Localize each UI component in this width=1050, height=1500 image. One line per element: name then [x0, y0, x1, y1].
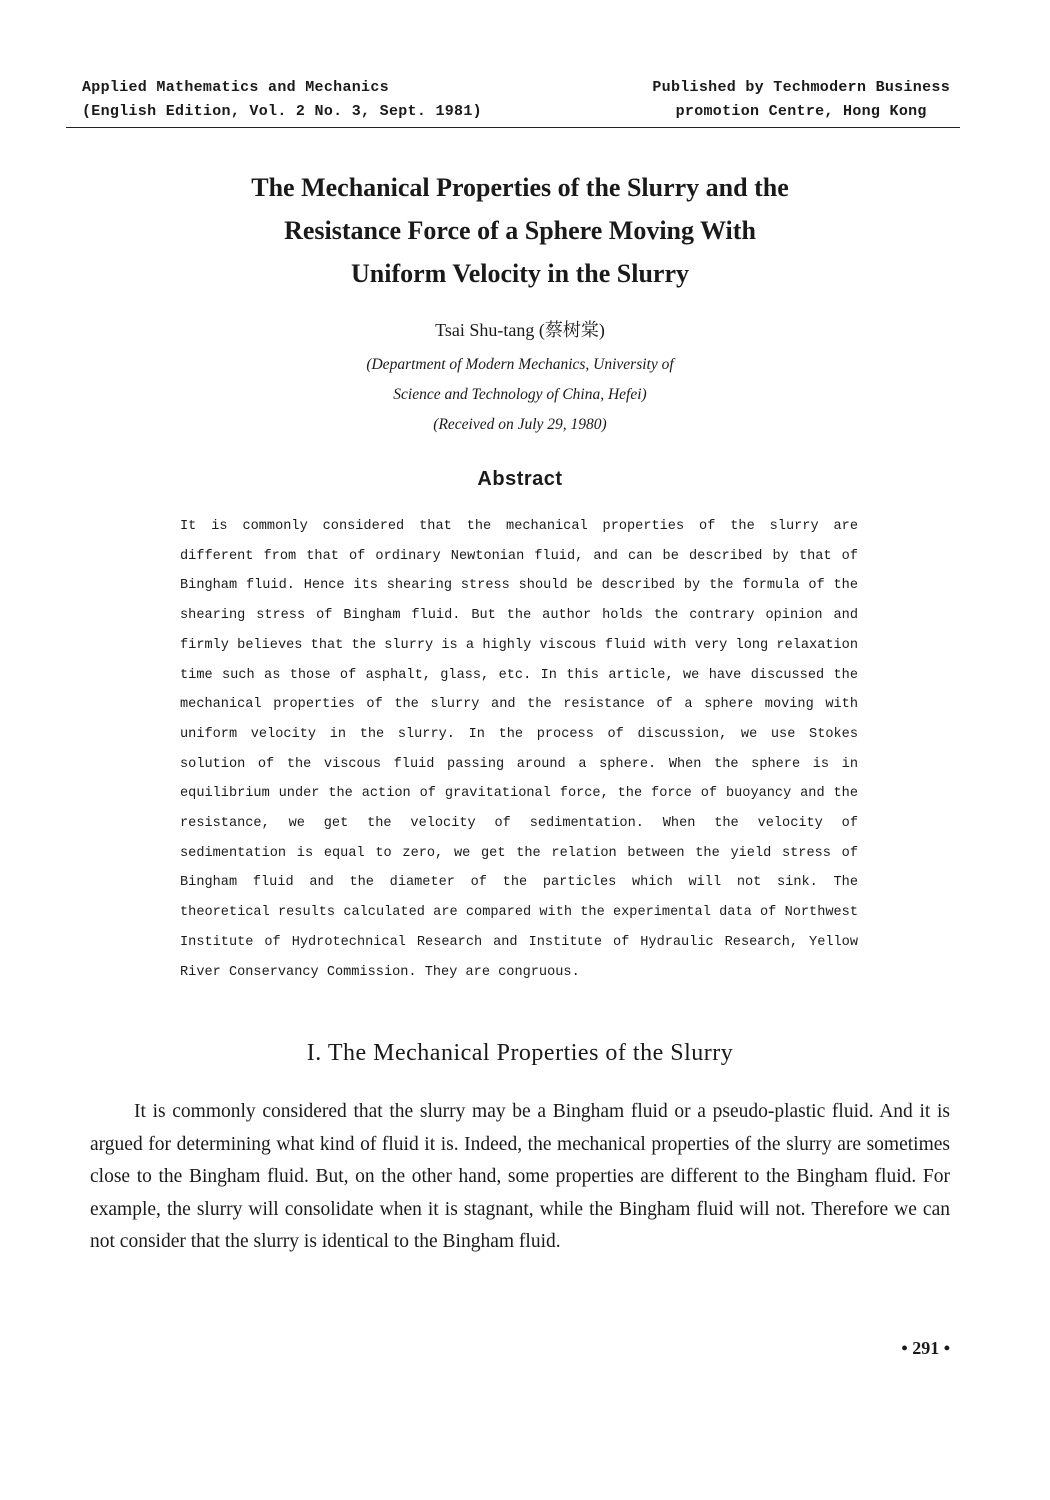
paragraph-text: It is commonly considered that the slurry may be a Bingham fluid or a pseudo-plastic fluid. And it is argued for determining what kind of fluid it is. Indeed, the mechanical properties of the slurry are sometimes close to the Bingham fluid. But, on the other hand, some properties are different to the Bingham fluid. For example, the slurry will consolidate when it is stagnant, while the Bingham fluid will not. Therefore we can not consider that the slurry is identical to the Bingham fluid.	[90, 1101, 950, 1252]
abstract-heading: Abstract	[477, 468, 563, 490]
publisher-location: promotion Centre, Hong Kong	[675, 103, 927, 120]
publisher-info	[652, 76, 950, 124]
header-divider	[66, 127, 960, 128]
paper-title	[0, 166, 1040, 295]
affiliation-line: Science and Technology of China, Hefei)	[393, 386, 647, 403]
affiliation	[0, 350, 1040, 440]
publisher-name: Published by Techmodern Business	[652, 79, 950, 96]
journal-info	[82, 76, 482, 124]
journal-edition: (English Edition, Vol. 2 No. 3, Sept. 1981)	[82, 103, 482, 120]
title-line: Uniform Velocity in the Slurry	[351, 259, 689, 288]
author-name: Tsai Shu-tang (蔡树棠)	[435, 320, 605, 340]
title-line: Resistance Force of a Sphere Moving With	[284, 216, 756, 245]
section-heading: I. The Mechanical Properties of the Slurry	[306, 1040, 734, 1066]
title-line: The Mechanical Properties of the Slurry and the	[251, 173, 789, 202]
affiliation-line: (Department of Modern Mechanics, University of	[366, 356, 674, 373]
body-paragraph	[90, 1096, 950, 1259]
journal-name: Applied Mathematics and Mechanics	[82, 79, 389, 96]
received-date: (Received on July 29, 1980)	[433, 416, 607, 433]
abstract-text: It is commonly considered that the mechanical properties of the slurry are different from that of ordinary Newtonian fluid, and can be described by that of Bingham fluid. Hence its shearing stress should be described by the formula of the shearing stress of Bingham fluid. But the author holds the contrary opinion and firmly believes that the slurry is a highly viscous fluid with very long relaxation time such as those of asphalt, glass, etc. In this article, we have discussed the mechanical properties of the slurry and the resistance of a sphere moving with uniform velocity in the slurry. In the process of discussion, we use Stokes solution of the viscous fluid passing around a sphere. When the sphere is in equilibrium under the action of gravitational force, the force of buoyancy and the resistance, we get the velocity of sedimentation. When the velocity of sedimentation is equal to zero, we get the relation between the yield stress of Bingham fluid and the diameter of the particles which will not sink. The theoretical results calculated are compared with the experimental data of Northwest Institute of Hydrotechnical Research and Institute of Hydraulic Research, Yellow River Conservancy Commission. They are congruous.	[180, 519, 858, 980]
page-number: • 291 •	[901, 1338, 950, 1358]
